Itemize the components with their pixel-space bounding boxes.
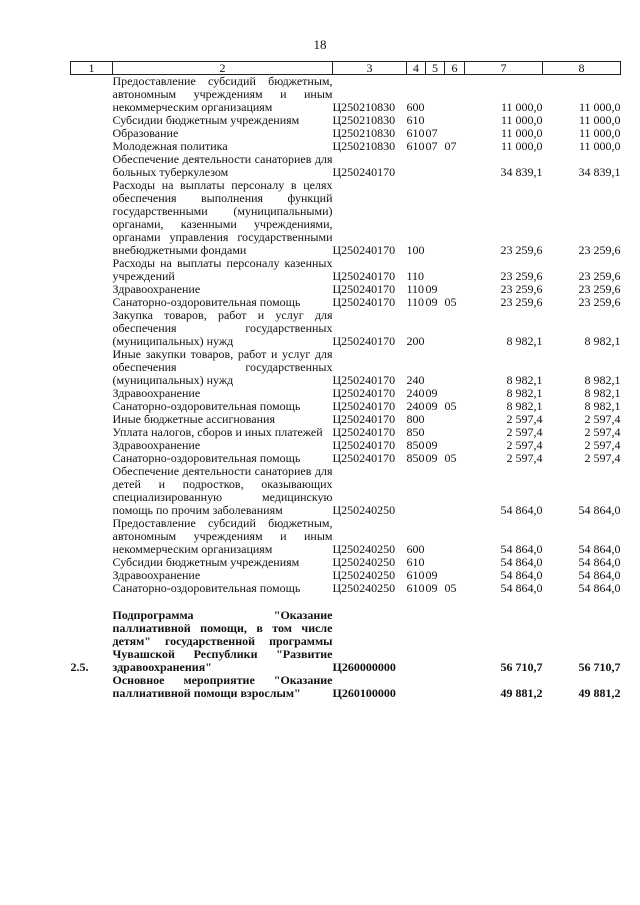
- cell-code: Ц250240170: [332, 243, 396, 257]
- cell-name: Обеспечение деятельности санаториев для больных туберкулезом: [112, 152, 333, 179]
- cell-vr: 610: [406, 555, 425, 569]
- cell-vr: 240: [406, 373, 425, 387]
- cell-rz: 09: [425, 568, 438, 582]
- cell-y2: 2 597,4: [584, 438, 621, 452]
- cell-code: Ц260000000: [332, 660, 396, 674]
- cell-num: [71, 465, 113, 517]
- cell-name: Основное мероприятие "Оказание паллиативной помощи взрослым": [112, 673, 333, 700]
- cell-vr: [407, 609, 426, 674]
- cell-code: Ц250240250: [332, 542, 396, 556]
- cell-vr: 800: [406, 412, 425, 426]
- cell-y2: 11 000,0: [578, 139, 621, 153]
- cell-code: Ц250210830: [332, 126, 396, 140]
- cell-rz: [426, 257, 445, 283]
- cell-y1: 23 259,6: [500, 269, 543, 283]
- cell-pr: [445, 556, 465, 569]
- cell-num: [71, 348, 113, 387]
- cell-num: [71, 257, 113, 283]
- cell-name: Санаторно-оздоровительная помощь: [112, 399, 301, 413]
- cell-y1: 54 864,0: [500, 542, 543, 556]
- cell-code: Ц250240170: [332, 438, 396, 452]
- cell-y1: 11 000,0: [500, 126, 543, 140]
- cell-num: [71, 413, 113, 426]
- cell-rz: 09: [425, 282, 438, 296]
- cell-num: [71, 127, 113, 140]
- cell-y2: 2 597,4: [584, 451, 621, 465]
- cell-y1: 56 710,7: [500, 660, 543, 674]
- cell-y2: 23 259,6: [578, 282, 621, 296]
- cell-y2: 54 864,0: [578, 581, 621, 595]
- cell-code: Ц250240250: [332, 581, 396, 595]
- cell-num: [71, 75, 113, 115]
- cell-y2: 23 259,6: [578, 243, 621, 257]
- cell-code: Ц250240170: [332, 295, 396, 309]
- cell-name: Здравоохранение: [112, 386, 201, 400]
- cell-pr: [445, 114, 465, 127]
- cell-rz: [426, 309, 445, 348]
- cell-vr: 110: [406, 282, 425, 296]
- cell-rz: [426, 465, 445, 517]
- cell-num: [71, 674, 113, 700]
- table-row: [71, 153, 621, 179]
- cell-y1: 54 864,0: [500, 555, 543, 569]
- cell-rz: [426, 153, 445, 179]
- cell-vr: [407, 465, 426, 517]
- cell-num: [71, 517, 113, 556]
- cell-code: Ц250240170: [332, 412, 396, 426]
- cell-code: Ц260100000: [332, 686, 396, 700]
- cell-y1: 54 864,0: [500, 503, 543, 517]
- budget-table: [70, 61, 621, 700]
- cell-pr: 05: [444, 399, 457, 413]
- cell-y1: 49 881,2: [500, 686, 543, 700]
- cell-pr: [445, 426, 465, 439]
- cell-pr: 07: [444, 139, 457, 153]
- cell-pr: [445, 609, 465, 674]
- spacer-cell: [71, 595, 621, 609]
- cell-pr: [445, 465, 465, 517]
- cell-vr: 850: [406, 451, 425, 465]
- table-row: [71, 179, 621, 257]
- cell-y2: 54 864,0: [578, 568, 621, 582]
- cell-y1: 11 000,0: [500, 100, 543, 114]
- cell-rz: [426, 609, 445, 674]
- cell-rz: 09: [425, 295, 438, 309]
- cell-code: Ц250240170: [332, 165, 396, 179]
- cell-y2: 11 000,0: [578, 100, 621, 114]
- cell-code: Ц250210830: [332, 100, 396, 114]
- cell-y2: 8 982,1: [584, 386, 621, 400]
- cell-y1: 11 000,0: [500, 113, 543, 127]
- cell-y1: 8 982,1: [506, 334, 543, 348]
- cell-y2: 23 259,6: [578, 295, 621, 309]
- cell-vr: 610: [406, 581, 425, 595]
- cell-name: Подпрограмма "Оказание паллиативной помощи, в том числе детям" государственной программы Чувашской Республики "Развитие здравоохранения": [112, 608, 333, 674]
- cell-num: [71, 556, 113, 569]
- cell-code: Ц250240250: [332, 568, 396, 582]
- table-row: [71, 348, 621, 387]
- cell-pr: 05: [444, 295, 457, 309]
- cell-num: [71, 387, 113, 400]
- cell-name: Санаторно-оздоровительная помощь: [112, 581, 301, 595]
- cell-vr: 610: [406, 126, 425, 140]
- cell-code: Ц250240250: [332, 555, 396, 569]
- cell-vr: [407, 674, 426, 700]
- cell-y2: 8 982,1: [584, 334, 621, 348]
- cell-y1: 11 000,0: [500, 139, 543, 153]
- cell-pr: [445, 348, 465, 387]
- cell-y2: 54 864,0: [578, 503, 621, 517]
- cell-pr: [445, 674, 465, 700]
- cell-code: Ц250210830: [332, 139, 396, 153]
- cell-code: Ц250240170: [332, 373, 396, 387]
- cell-rz: 09: [425, 399, 438, 413]
- cell-y1: 34 839,1: [500, 165, 543, 179]
- cell-code: Ц250210830: [332, 113, 396, 127]
- header-col-6: 6: [445, 62, 465, 75]
- cell-y2: 2 597,4: [584, 412, 621, 426]
- table-row: [71, 582, 621, 595]
- cell-code: Ц250240170: [332, 386, 396, 400]
- cell-y2: 54 864,0: [578, 542, 621, 556]
- table-row: [71, 517, 621, 556]
- cell-vr: 610: [406, 113, 425, 127]
- cell-y1: 8 982,1: [506, 399, 543, 413]
- cell-num: [71, 114, 113, 127]
- table-row: [71, 75, 621, 115]
- cell-name: Расходы на выплаты персоналу в целях обеспечения выполнения функций государственными (муниципальными) органами, казенными учреждениями, органами управления государственными внебюджетными фондами: [112, 178, 333, 257]
- cell-num: [71, 140, 113, 153]
- cell-code: Ц250240170: [332, 269, 396, 283]
- cell-num: [71, 582, 113, 595]
- cell-vr: [407, 153, 426, 179]
- cell-name: Здравоохранение: [112, 568, 201, 582]
- cell-rz: [426, 179, 445, 257]
- cell-pr: 05: [444, 581, 457, 595]
- cell-vr: 850: [406, 438, 425, 452]
- cell-vr: 610: [406, 568, 425, 582]
- table-body: [71, 75, 621, 701]
- cell-y1: 54 864,0: [500, 568, 543, 582]
- cell-y1: 8 982,1: [506, 386, 543, 400]
- header-col-2: 2: [113, 62, 333, 75]
- cell-name: Предоставление субсидий бюджетным, автономным учреждениям и иным некоммерческим организациям: [112, 74, 333, 114]
- cell-vr: 610: [406, 139, 425, 153]
- cell-rz: 09: [425, 438, 438, 452]
- cell-num: [71, 153, 113, 179]
- cell-num: 2.5.: [70, 660, 89, 674]
- table-row: [71, 674, 621, 700]
- cell-name: Предоставление субсидий бюджетным, автономным учреждениям и иным некоммерческим организациям: [112, 516, 333, 556]
- cell-rz: 09: [425, 451, 438, 465]
- cell-y1: 2 597,4: [506, 425, 543, 439]
- page-number: 18: [313, 37, 327, 52]
- cell-y1: 8 982,1: [506, 373, 543, 387]
- cell-num: [71, 426, 113, 439]
- cell-y1: 2 597,4: [506, 451, 543, 465]
- cell-rz: [426, 348, 445, 387]
- cell-name: Субсидии бюджетным учреждениям: [112, 113, 300, 127]
- cell-pr: [445, 413, 465, 426]
- cell-num: [71, 283, 113, 296]
- cell-code: Ц250240170: [332, 399, 396, 413]
- cell-y2: 8 982,1: [584, 373, 621, 387]
- cell-y2: 23 259,6: [578, 269, 621, 283]
- header-col-7: 7: [465, 62, 543, 75]
- cell-vr: 100: [406, 243, 425, 257]
- table-row: [71, 465, 621, 517]
- cell-vr: 240: [406, 399, 425, 413]
- header-col-1: 1: [71, 62, 113, 75]
- cell-code: Ц250240170: [332, 451, 396, 465]
- cell-code: Ц250240250: [332, 503, 396, 517]
- cell-num: [71, 439, 113, 452]
- cell-y2: 49 881,2: [578, 686, 621, 700]
- header-col-3: 3: [333, 62, 407, 75]
- table-row: [71, 609, 621, 674]
- cell-code: Ц250240170: [332, 282, 396, 296]
- cell-num: [71, 569, 113, 582]
- cell-name: Уплата налогов, сборов и иных платежей: [112, 425, 323, 439]
- cell-vr: 110: [406, 295, 425, 309]
- cell-pr: 05: [444, 451, 457, 465]
- cell-name: Здравоохранение: [112, 282, 201, 296]
- cell-y2: 2 597,4: [584, 425, 621, 439]
- header-col-5: 5: [426, 62, 445, 75]
- cell-name: Молодежная политика: [112, 139, 228, 153]
- cell-y2: 56 710,7: [578, 660, 621, 674]
- cell-num: [71, 452, 113, 465]
- cell-name: Здравоохранение: [112, 438, 201, 452]
- cell-vr: 850: [406, 425, 425, 439]
- cell-y1: 23 259,6: [500, 243, 543, 257]
- cell-y1: 54 864,0: [500, 581, 543, 595]
- cell-pr: [445, 75, 465, 115]
- cell-vr: 240: [406, 386, 425, 400]
- cell-rz: [426, 517, 445, 556]
- cell-num: [71, 309, 113, 348]
- cell-num: [71, 296, 113, 309]
- cell-name: Субсидии бюджетным учреждениям: [112, 555, 300, 569]
- table-header: [71, 62, 621, 75]
- cell-name: Иные бюджетные ассигнования: [112, 412, 275, 426]
- cell-num: [71, 179, 113, 257]
- cell-pr: [445, 309, 465, 348]
- header-col-8: 8: [543, 62, 621, 75]
- cell-y2: 11 000,0: [578, 113, 621, 127]
- cell-rz: 07: [425, 126, 438, 140]
- table-row: [71, 257, 621, 283]
- cell-vr: 600: [406, 100, 425, 114]
- cell-vr: 200: [406, 334, 425, 348]
- header-col-4: 4: [407, 62, 426, 75]
- header-row: [71, 62, 621, 75]
- cell-vr: 110: [406, 269, 425, 283]
- table-row: [71, 309, 621, 348]
- cell-y2: 8 982,1: [584, 399, 621, 413]
- cell-rz: 07: [425, 139, 438, 153]
- cell-name: Обеспечение деятельности санаториев для детей и подростков, оказывающих специализированную медицинскую помощь по прочим заболеваниям: [112, 464, 333, 517]
- cell-rz: 09: [425, 581, 438, 595]
- cell-y1: 23 259,6: [500, 282, 543, 296]
- spacer-row: [71, 595, 621, 609]
- cell-y1: 2 597,4: [506, 438, 543, 452]
- cell-vr: 600: [406, 542, 425, 556]
- cell-name: Санаторно-оздоровительная помощь: [112, 295, 301, 309]
- cell-y2: 54 864,0: [578, 555, 621, 569]
- cell-y1: 2 597,4: [506, 412, 543, 426]
- cell-y1: 23 259,6: [500, 295, 543, 309]
- cell-rz: [426, 674, 445, 700]
- cell-y2: 34 839,1: [578, 165, 621, 179]
- cell-pr: [445, 179, 465, 257]
- cell-y2: 11 000,0: [578, 126, 621, 140]
- cell-rz: 09: [425, 386, 438, 400]
- cell-name: Закупка товаров, работ и услуг для обеспечения государственных (муниципальных) нужд: [112, 308, 333, 348]
- cell-name: Образование: [112, 126, 179, 140]
- cell-name: Расходы на выплаты персоналу казенных учреждений: [112, 256, 333, 283]
- cell-code: Ц250240170: [332, 334, 396, 348]
- cell-name: Иные закупки товаров, работ и услуг для обеспечения государственных (муниципальных) нужд: [112, 347, 333, 387]
- cell-rz: [426, 75, 445, 115]
- cell-code: Ц250240170: [332, 425, 396, 439]
- cell-num: [71, 400, 113, 413]
- cell-pr: [445, 257, 465, 283]
- cell-pr: [445, 153, 465, 179]
- cell-rz: [426, 413, 445, 426]
- cell-pr: [445, 517, 465, 556]
- cell-name: Санаторно-оздоровительная помощь: [112, 451, 301, 465]
